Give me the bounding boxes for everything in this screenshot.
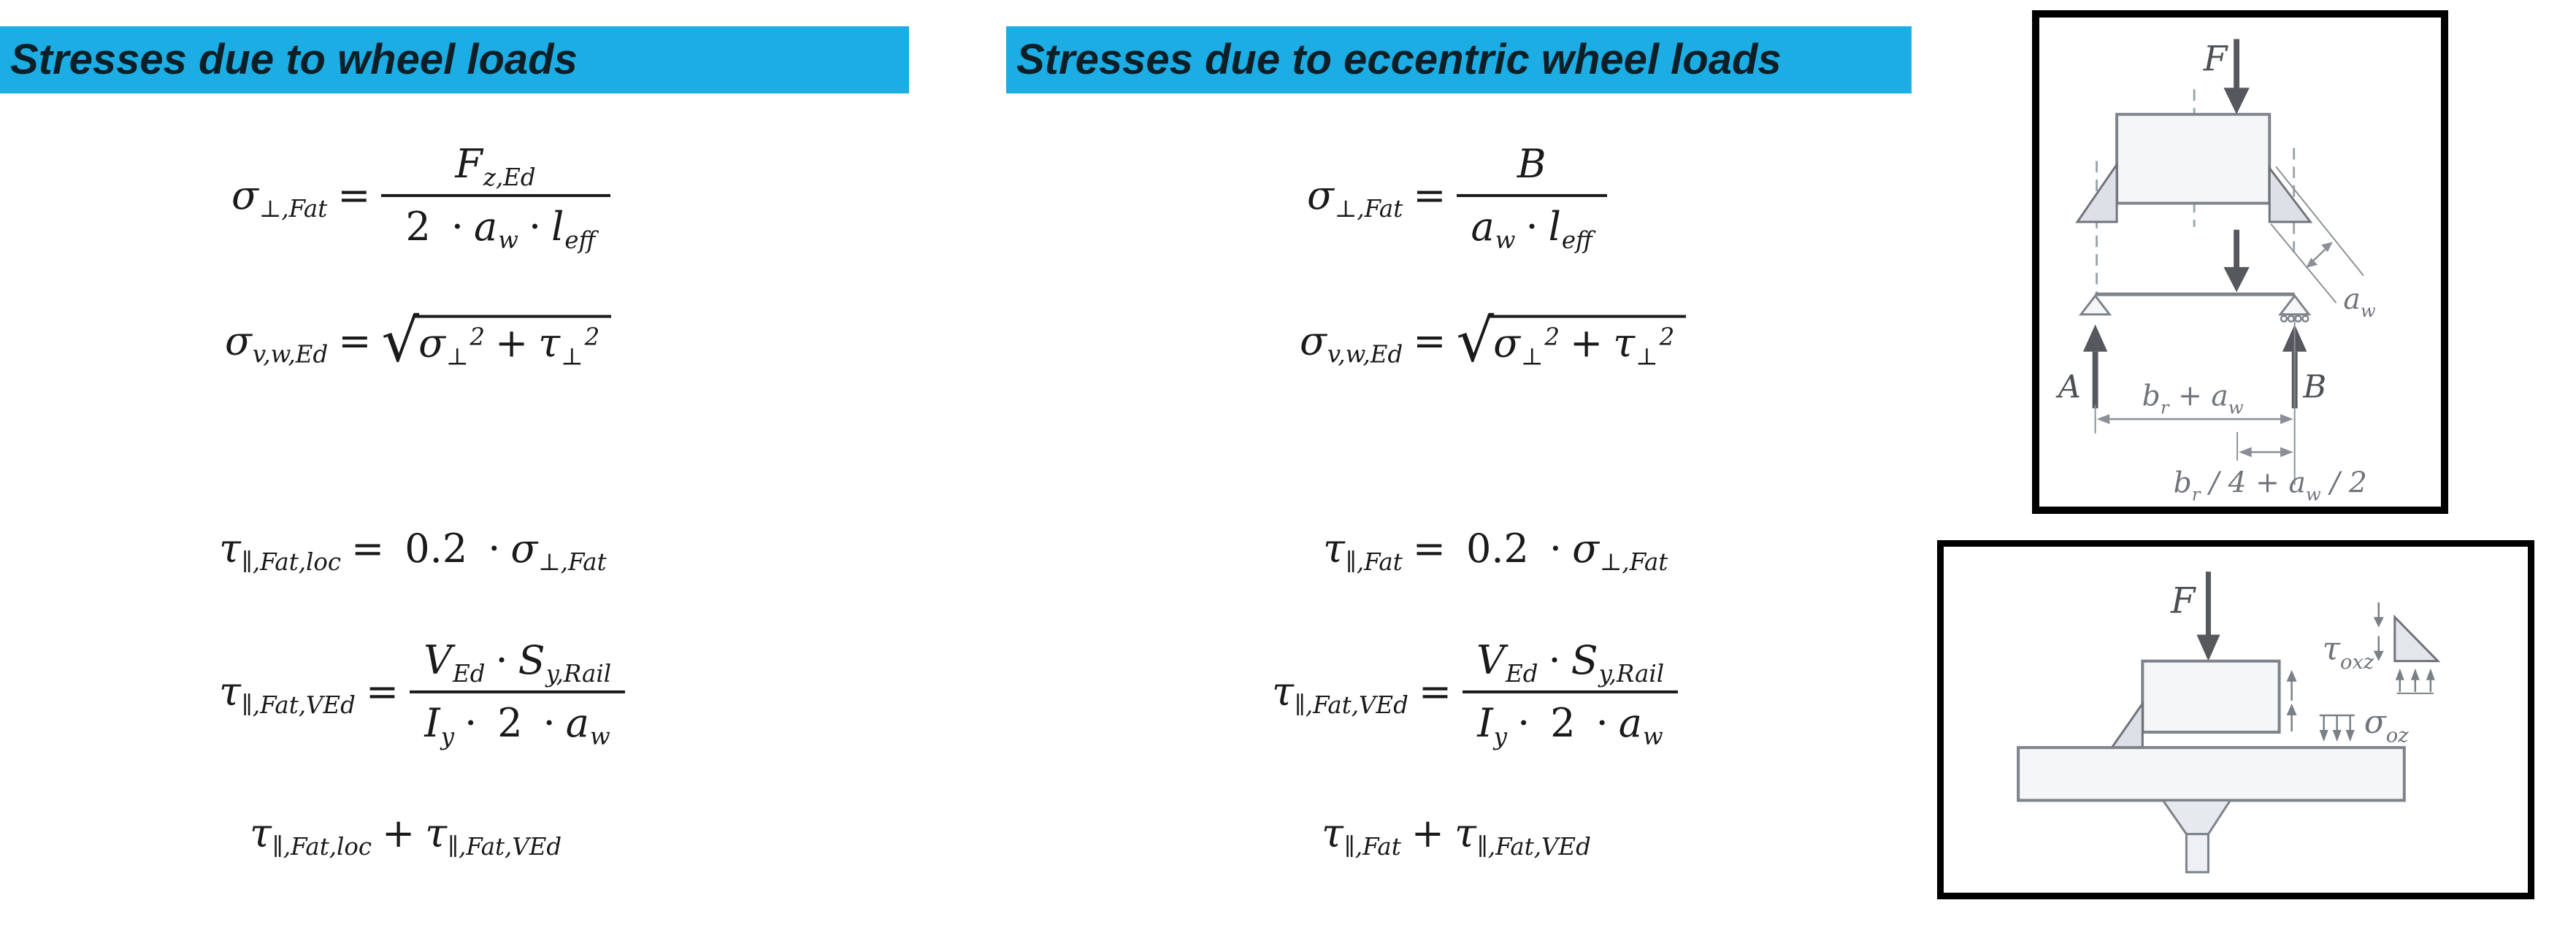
top-flange — [2018, 747, 2404, 800]
formula-tau-fat-ecc: $\tau_{\parallel,Fat}$ = 0.2 · $\sigma_{\perp,Fat}$ — [1323, 525, 1668, 576]
rail-block — [2117, 115, 2269, 204]
dim-offset — [2239, 447, 2293, 457]
force-label: F — [2203, 39, 2228, 80]
dim-span — [2097, 414, 2293, 424]
tau-label: $\tau_{oxz}$ — [2322, 630, 2374, 674]
resultant-arrow — [2223, 230, 2249, 292]
support-b-label: B — [2303, 369, 2327, 406]
diagram-local-weld-stresses — [1937, 540, 2534, 899]
formula-tau-fat-loc: $\tau_{\parallel,Fat,loc}$ = 0.2 · $\sigma_{\perp,Fat}$ — [219, 525, 607, 576]
tau-stress-wedge — [2395, 617, 2438, 661]
section-header-wheel-loads: Stresses due to wheel loads — [0, 26, 909, 93]
formula-sigma-vwed-ecc: $\sigma_{v,w,Ed}$ = √ $\sigma_\perp^2$ + $\tau_\perp^2$ — [1300, 312, 1686, 372]
weld-right — [2269, 168, 2310, 222]
formula-sigma-perp-fat: $\sigma_{\perp,Fat}$ = $F_{z,Ed}$ 2 · $a_w$ · $l_{eff}$ — [231, 140, 610, 251]
force-arrow — [2223, 39, 2249, 114]
dim-span-label: $b_r + a_w$ — [2142, 380, 2244, 418]
reaction-arrow-a — [2083, 324, 2107, 408]
force-label: F — [2171, 580, 2196, 622]
formula-sigma-vwed: $\sigma_{v,w,Ed}$ = √ $\sigma_\perp^2$ + $\tau_\perp^2$ — [225, 312, 611, 372]
web-haunch — [2163, 800, 2230, 834]
sigma-down-arrows — [2320, 715, 2355, 742]
formula-tau-fat-ved: $\tau_{\parallel,Fat,VEd}$ = $V_{Ed}$ · $S_{y,Rail}$ $I_y$ · 2 · $a_w$ — [219, 637, 626, 747]
section-header-eccentric-wheel-loads: Stresses due to eccentric wheel loads — [1006, 26, 1912, 93]
weld — [2112, 704, 2142, 747]
roller-support — [2280, 296, 2309, 315]
formula-tau-sum: $\tau_{\parallel,Fat,loc}$ + $\tau_{\parallel,Fat,VEd}$ — [250, 810, 562, 861]
rail-block — [2142, 661, 2279, 732]
tau-up-arrows — [2396, 669, 2435, 693]
diagram-bottom-svg — [1944, 547, 2528, 893]
tau-down-arrows — [2374, 602, 2384, 661]
formula-tau-fat-ved-ecc: $\tau_{\parallel,Fat,VEd}$ = $V_{Ed}$ · $S_{y,Rail}$ $I_y$ · 2 · $a_w$ — [1272, 637, 1679, 747]
web — [2186, 834, 2208, 872]
force-arrow — [2196, 572, 2220, 661]
uplift-arrows — [2287, 670, 2297, 731]
formula-tau-sum-ecc: $\tau_{\parallel,Fat}$ + $\tau_{\parallel,Fat,VEd}$ — [1322, 810, 1591, 861]
support-a-label: A — [2058, 369, 2081, 406]
sigma-label: $\sigma_{oz}$ — [2364, 704, 2409, 747]
diagram-eccentric-load-model — [2032, 10, 2448, 514]
formula-sigma-perp-fat-ecc: $\sigma_{\perp,Fat}$ = B $a_w$ · $l_{eff}$ — [1307, 140, 1607, 251]
pin-support — [2081, 296, 2109, 315]
weld-left — [2077, 164, 2117, 222]
diagram-top-svg — [2039, 18, 2441, 507]
dim-offset-label: $b_r / 4 + a_w / 2$ — [2173, 466, 2367, 505]
weld-throat-label: $a_w$ — [2343, 282, 2376, 321]
